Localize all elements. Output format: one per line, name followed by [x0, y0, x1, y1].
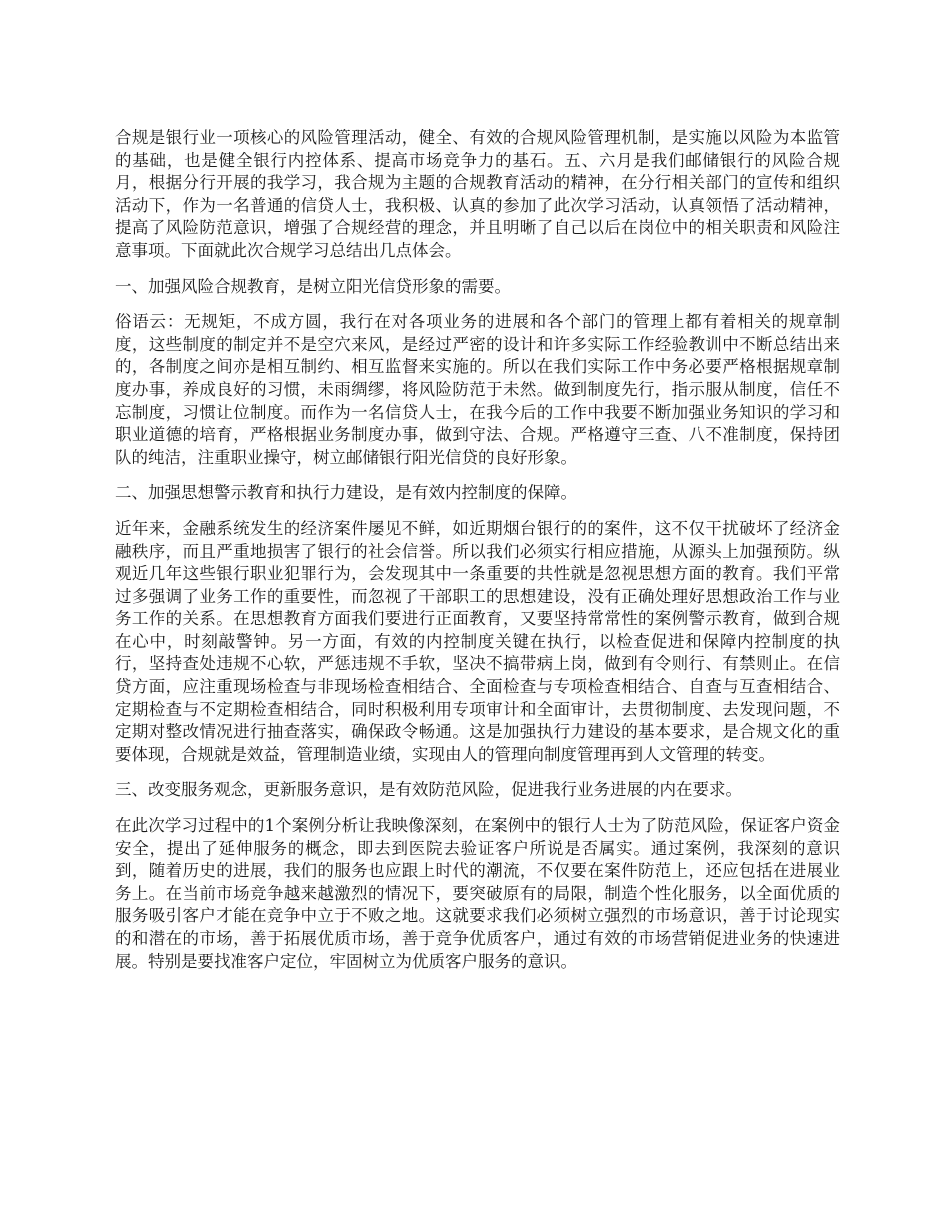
section-heading-1: 一、加强风险合规教育，是树立阳光信贷形象的需要。 — [115, 276, 511, 296]
intro-paragraph: 合规是银行业一项核心的风险管理活动，健全、有效的合规风险管理机制，是实施以风险为本监管的基础，也是健全银行内控体系、提高市场竞争力的基石。五、六月是我们邮储银行的风险合规月，根据分行开展的我学习，我合规为主题的合规教育活动的精神，在分行相关部门的宣传和组织活动下，作为一名普通的信贷人士，我积极、认真的参加了此次学习活动，认真领悟了活动精神，提高了风险防范意识，增强了合规经营的理念，并且明晰了自己以后在岗位中的相关职责和风险注意事项。下面就此次合规学习总结出几点体会。 — [115, 128, 840, 260]
section-heading-3: 三、改变服务观念，更新服务意识，是有效防范风险，促进我行业务进展的内在要求。 — [115, 780, 742, 800]
section-paragraph-2: 近年来，金融系统发生的经济案件屡见不鲜，如近期烟台银行的的案件，这不仅干扰破坏了经济金融秩序，而且严重地损害了银行的社会信誉。所以我们必须实行相应措施，从源头上加强预防。纵观近几年这些银行职业犯罪行为，会发现其中一条重要的共性就是忽视思想方面的教育。我们平常过多强调了业务工作的重要性，而忽视了干部职工的思想建设，没有正确处理好思想政治工作与业务工作的关系。在思想教育方面我们要进行正面教育，又要坚持常常性的案例警示教育，做到合规在心中，时刻敲警钟。另一方面，有效的内控制度关键在执行，以检查促进和保障内控制度的执行，坚持查处违规不心软，严惩违规不手软，坚决不搞带病上岗，做到有令则行、有禁则止。在信贷方面，应注重现场检查与非现场检查相结合、全面检查与专项检查相结合、自查与互查相结合、定期检查与不定期检查相结合，同时积极利用专项审计和全面审计，去贯彻制度、去发现问题，不定期对整改情况进行抽查落实，确保政令畅通。这是加强执行力建设的基本要求，是合规文化的重要体现，合规就是效益，管理制造业绩，实现由人的管理向制度管理再到人文管理的转变。 — [115, 518, 840, 764]
section-heading-2: 二、加强思想警示教育和执行力建设，是有效内控制度的保障。 — [115, 483, 577, 503]
section-paragraph-1: 俗语云：无规矩，不成方圆，我行在对各项业务的进展和各个部门的管理上都有着相关的规章制度，这些制度的制定并不是空穴来风，是经过严密的设计和许多实际工作经验教训中不断总结出来的，各制度之间亦是相互制约、相互监督来实施的。所以在我们实际工作中务必要严格根据规章制度办事，养成良好的习惯，未雨绸缪，将风险防范于未然。做到制度先行，指示服从制度，信任不忘制度，习惯让位制度。而作为一名信贷人士，在我今后的工作中我要不断加强业务知识的学习和职业道德的培育，严格根据业务制度办事，做到守法、合规。严格遵守三查、八不准制度，保持团队的纯洁，注重职业操守，树立邮储银行阳光信贷的良好形象。 — [115, 312, 840, 467]
document-body — [115, 127, 840, 986]
section-paragraph-3: 在此次学习过程中的1个案例分析让我映像深刻，在案例中的银行人士为了防范风险，保证客户资金安全，提出了延伸服务的概念，即去到医院去验证客户所说是否属实。通过案例，我深刻的意识到，随着历史的进展，我们的服务也应跟上时代的潮流，不仅要在案件防范上，还应包括在进展业务上。在当前市场竞争越来越激烈的情况下，要突破原有的局限，制造个性化服务，以全面优质的服务吸引客户才能在竞争中立于不败之地。这就要求我们必须树立强烈的市场意识，善于讨论现实的和潜在的市场，善于拓展优质市场，善于竞争优质客户，通过有效的市场营销促进业务的快速进展。特别是要找准客户定位，牢固树立为优质客户服务的意识。 — [115, 816, 840, 971]
